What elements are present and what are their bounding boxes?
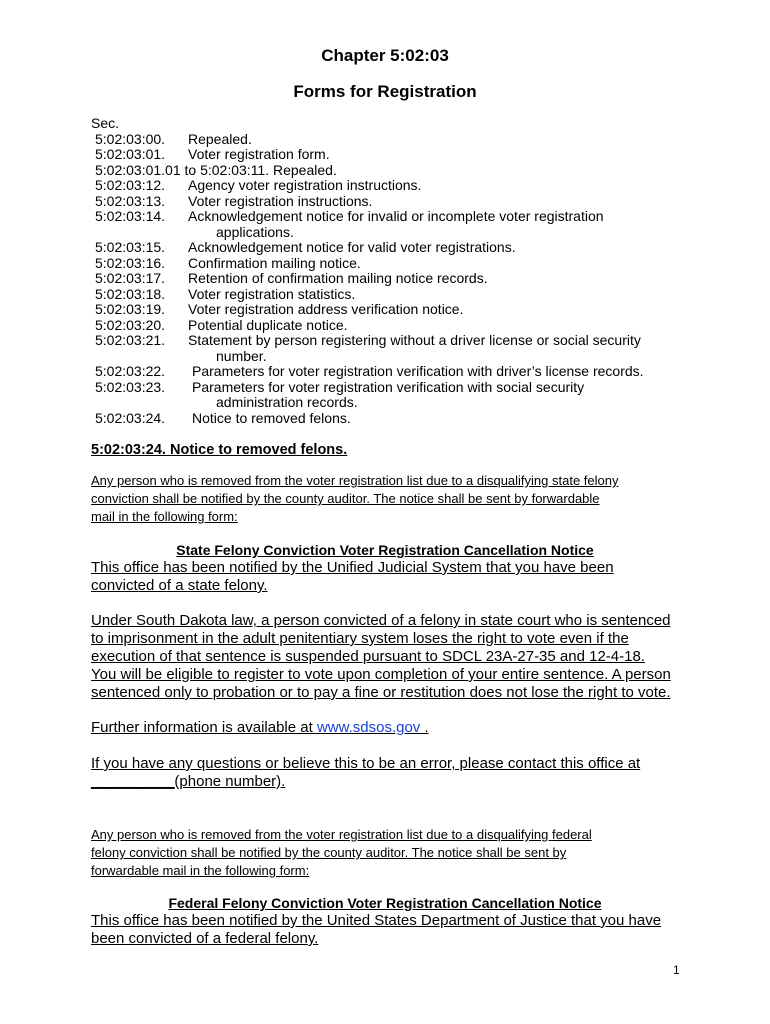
federal-intro-paragraph: Any person who is removed from the voter registration list due to a disqualifying federal felony conviction shall be notified by the county auditor. The notice shall be sent by forwardable mail in the following form: bbox=[91, 827, 592, 878]
state-intro-paragraph: Any person who is removed from the voter registration list due to a disqualifying state felony conviction shall be notified by the county auditor. The notice shall be sent by forwardable mail in the following form: bbox=[91, 473, 619, 524]
state-notice-title: State Felony Conviction Voter Registration Cancellation Notice bbox=[176, 542, 594, 558]
federal-notice-body: This office has been notified by the United States Department of Justice that you have been convicted of a federal felony. bbox=[91, 912, 662, 947]
section-heading: 5:02:03:24. Notice to removed felons. bbox=[91, 442, 348, 458]
chapter-title: Chapter 5:02:03 bbox=[321, 46, 449, 65]
sdsos-link[interactable]: www.sdsos.gov bbox=[316, 719, 421, 736]
document-page: Chapter 5:02:03 Forms for Registration Sec. 5:02:03:00. Repealed. 5:02:03:01. Voter registration form. 5:02:03:01.01 to 5:02:03:11. Repealed. 5:02:03:12. Agency voter registration instructions. 5:02:03:13. Voter registration instructions. 5:02:03:14. Acknowledgement notice for invalid or incomplete voter registration applications. 5:02:03:15. Acknowledgement notice for valid voter registrations. 5:02:03:16. Confirmation mailing notice. 5:02:03:17. Retention of confirmation mailing notice records. 5:02:03:18. Voter registration statistics. 5:02:03:19. Voter registration address verification notice. 5:02:03:20. Potential duplicate notice. 5:02:03:21. Statement by person registering without a driver license or social security number. 5:02:03:22. Parameters for voter registration verification with driver’s license records. 5:02:03:23. Parameters for voter registration verification with social security administration records. 5:02:03:24. Notice to removed felons. 5:02:03:24. Notice to removed felons. Any person who is removed from the voter registration list due to a disqualifying state felony conviction shall be notified by the county auditor. The notice shall be sent by forwardable mail in the following form: State Felony Conviction Voter Registration Cancellation Notice This office has been notified by the Unified Judicial System that you have been convicted of a state felony. Under South Dakota law, a person convicted of a felony in state court who is sentenced to imprisonment in the adult penitentiary system loses the right to vote even if the execution of that sentence is suspended pursuant to SDCL 23A-27-35 and 12-4-18. You will be eligible to register to vote upon completion of your entire sentence. A person sentenced only to probation or to pay a fine or restitution does not lose the right to vote. Further information is available at www.sdsos.gov . If you have any questions or believe this to be an error, please contact this office at __________(phone number). Any person who is removed from the voter registration list due to a disqualifying federal felony conviction shall be notified by the county auditor. The notice shall be sent by forwardable mail in the following form: Federal Felony Conviction Voter Registration Cancellation Notice This office has been notified by the United States Department of Justice that you have been convicted of a federal felony. 1 bbox=[0, 0, 770, 1024]
forms-title: Forms for Registration bbox=[293, 82, 477, 101]
further-info-line: Further information is available at www.sdsos.gov . bbox=[91, 719, 429, 736]
questions-paragraph: If you have any questions or believe this to be an error, please contact this office at __________(phone number). bbox=[91, 755, 641, 790]
law-paragraph: Under South Dakota law, a person convicted of a felony in state court who is sentenced to imprisonment in the adult penitentiary system loses the right to vote even if the execution of that sentence is suspended pursuant to SDCL 23A-27-35 and 12-4-18. You will be eligible to register to vote upon completion of your entire sentence. A person sentenced only to probation or to pay a fine or restitution does not lose the right to vote. bbox=[91, 612, 671, 701]
state-notice-body: This office has been notified by the Unified Judicial System that you have been convicted of a state felony. bbox=[91, 559, 614, 594]
page-number: 1 bbox=[673, 963, 680, 977]
federal-notice-title: Federal Felony Conviction Voter Registration Cancellation Notice bbox=[168, 895, 602, 911]
